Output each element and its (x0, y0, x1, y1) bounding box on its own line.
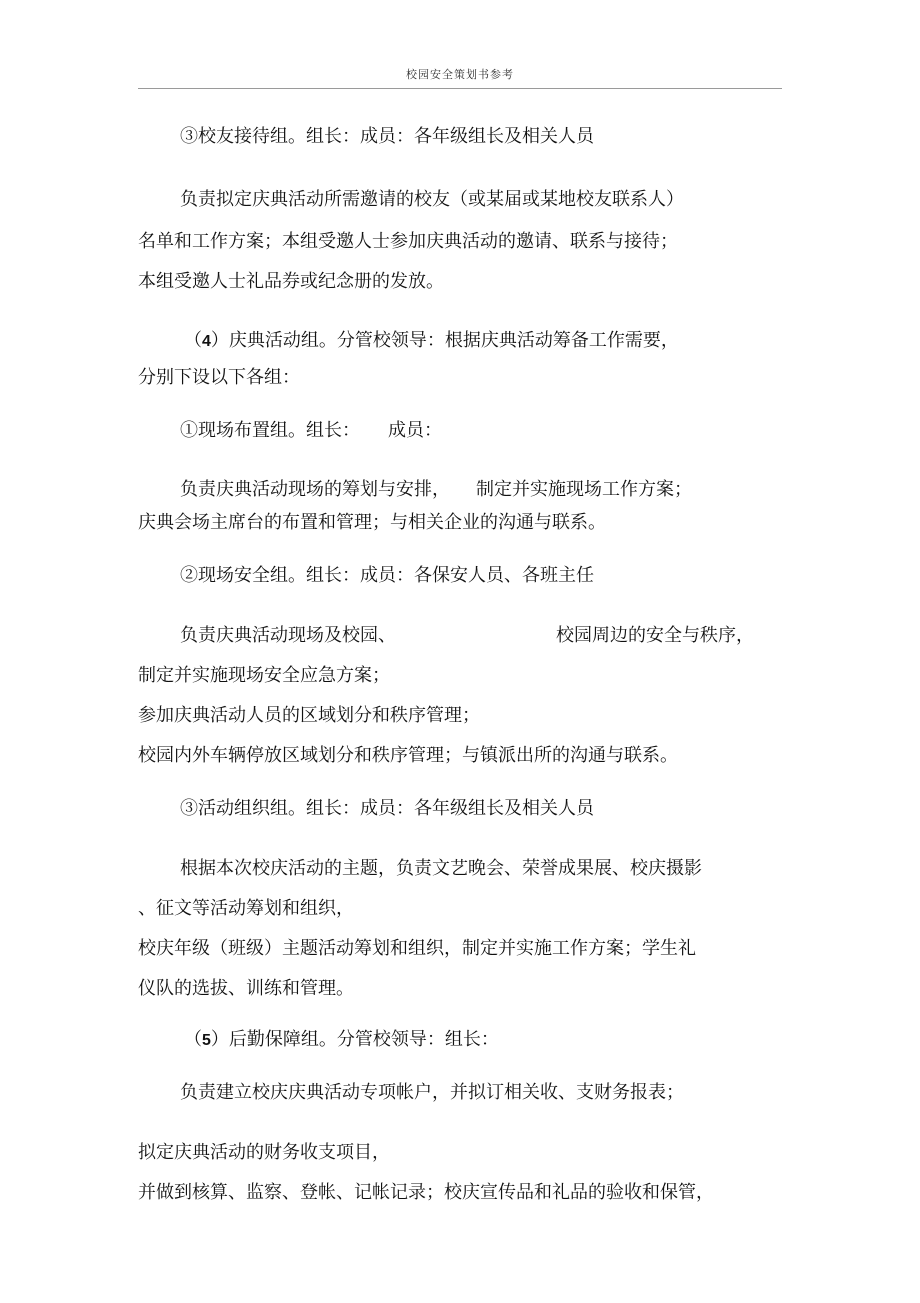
paragraph-activity-duties-line-3: 校庆年级（班级）主题活动筹划和组织，制定并实施工作方案；学生礼 (138, 938, 696, 959)
section-4-heading (184, 329, 679, 354)
paragraph-venue-setup-group (180, 419, 442, 443)
paren-open: （ (184, 1029, 202, 1050)
venue-duties-part-b: 制定并实施现场工作方案； (476, 479, 692, 500)
section-4-heading-line-2: 分别下设以下各组： (138, 367, 300, 388)
venue-setup-members: 成员： (388, 420, 442, 441)
paragraph-alumni-duties-line-1: 负责拟定庆典活动所需邀请的校友（或某届或某地校友联系人） (180, 189, 684, 210)
paragraph-alumni-duties-line-2: 名单和工作方案；本组受邀人士参加庆典活动的邀请、联系与接待； (138, 231, 678, 252)
paragraph-finance-items-line-1: 拟定庆典活动的财务收支项目， (138, 1142, 390, 1163)
section-5-heading (184, 1028, 499, 1053)
section-number: 5 (202, 1032, 211, 1049)
section-5-heading-text: ）后勤保障组。分管校领导：组长： (210, 1029, 499, 1050)
paragraph-security-duties-line-3: 参加庆典活动人员的区域划分和秩序管理； (138, 705, 480, 726)
paragraph-activity-group: ③活动组织组。组长：成员：各年级组长及相关人员 (180, 798, 594, 819)
running-header: 校园安全策划书参考 (406, 68, 514, 81)
venue-setup-leader: ①现场布置组。组长： (180, 420, 360, 441)
paragraph-venue-duties-line-2: 庆典会场主席台的布置和管理；与相关企业的沟通与联系。 (138, 512, 606, 533)
paragraph-alumni-duties-line-3: 本组受邀人士礼品券或纪念册的发放。 (138, 271, 444, 292)
header-divider (138, 88, 782, 89)
paren-open: （ (184, 330, 202, 351)
section-4-heading-text: ）庆典活动组。分管校领导：根据庆典活动筹备工作需要， (210, 330, 679, 351)
paragraph-security-duties-line-1a: 负责庆典活动现场及校园、 (180, 625, 396, 646)
paragraph-activity-duties-line-2: 、征文等活动筹划和组织， (138, 898, 354, 919)
paragraph-venue-security-group: ②现场安全组。组长：成员：各保安人员、各班主任 (180, 565, 594, 586)
paragraph-security-duties-line-4: 校园内外车辆停放区域划分和秩序管理；与镇派出所的沟通与联系。 (138, 745, 678, 766)
paragraph-venue-duties-line-1 (180, 478, 692, 502)
paragraph-security-duties-line-1b: 校园周边的安全与秩序， (556, 625, 754, 646)
paragraph-security-duties-line-2: 制定并实施现场安全应急方案； (138, 665, 390, 686)
venue-duties-part-a: 负责庆典活动现场的筹划与安排， (180, 479, 450, 500)
paragraph-activity-duties-line-1: 根据本次校庆活动的主题，负责文艺晚会、荣誉成果展、校庆摄影 (180, 858, 702, 879)
section-number: 4 (202, 333, 211, 350)
paragraph-finance-items-line-2: 并做到核算、监察、登帐、记帐记录；校庆宣传品和礼品的验收和保管， (138, 1182, 714, 1203)
paragraph-finance-duties: 负责建立校庆庆典活动专项帐户，并拟订相关收、支财务报表； (180, 1082, 684, 1103)
paragraph-alumni-group: ③校友接待组。组长：成员：各年级组长及相关人员 (180, 126, 594, 147)
paragraph-activity-duties-line-4: 仪队的选拔、训练和管理。 (138, 978, 354, 999)
